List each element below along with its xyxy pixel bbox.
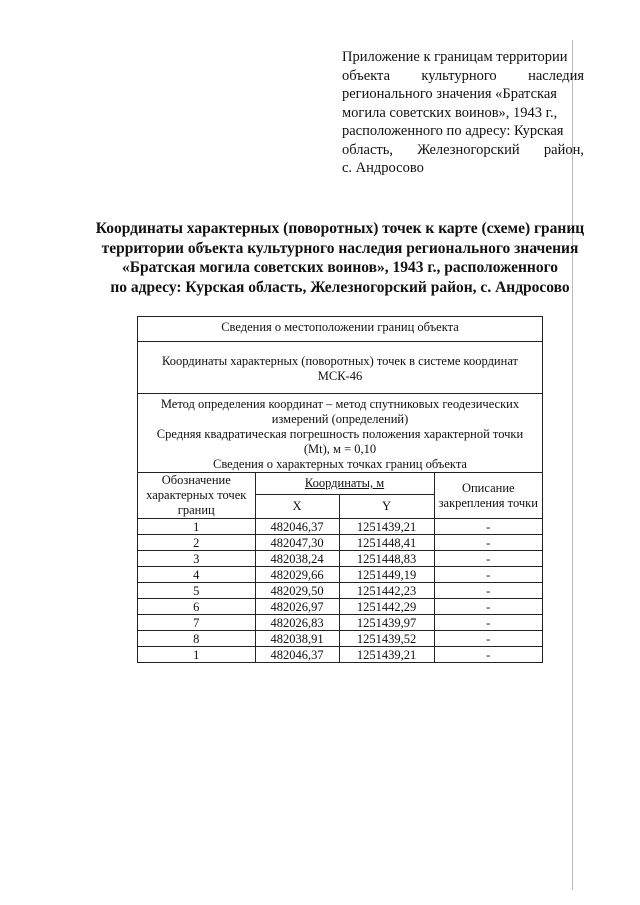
table-row: 1 482046,37 1251439,21 -: [138, 647, 542, 663]
table-row: 5 482029,50 1251442,23 -: [138, 583, 542, 599]
appendix-line: расположенного по адресу: Курская: [342, 123, 564, 139]
appendix-line: объекта культурного наследия: [342, 67, 584, 84]
header-x: X: [255, 495, 339, 519]
coordinates-table: [138, 472, 542, 662]
table-row: 1 482046,37 1251439,21 -: [138, 519, 542, 535]
title-line: «Братская могила советских воинов», 1943 г., расположенного: [121, 259, 559, 276]
method-text: Метод определения координат – метод спутниковых геодезических измерений (определений): [160, 397, 520, 426]
appendix-note: [342, 48, 584, 178]
title-line: территории объекта культурного наследия регионального значения: [101, 239, 579, 257]
appendix-line: могила советских воинов», 1943 г.,: [342, 104, 558, 121]
table-row: 6 482026,97 1251442,29 -: [138, 599, 542, 615]
coordinate-system-section: Координаты характерных (поворотных) точек в системе координат МСК-46: [138, 342, 542, 394]
appendix-line: с. Андросово: [342, 160, 424, 176]
table-row: 2 482047,30 1251448,41 -: [138, 535, 542, 551]
appendix-line: регионального значения «Братская: [342, 86, 557, 102]
header-y: Y: [339, 495, 434, 519]
header-description: Описание закрепления точки: [434, 473, 542, 519]
header-point-designation: Обозначение характерных точек границ: [138, 473, 255, 519]
document-title: [60, 219, 620, 297]
points-info-text: Сведения о характерных точках границ объекта: [213, 457, 467, 471]
coordinates-form: [137, 316, 543, 663]
location-section-header: Сведения о местоположении границ объекта: [138, 317, 542, 342]
table-row: 8 482038,91 1251439,52 -: [138, 631, 542, 647]
title-line: Координаты характерных (поворотных) точек к карте (схеме) границ: [95, 220, 585, 237]
appendix-line: Приложение к границам территории: [342, 49, 568, 65]
table-row: 3 482038,24 1251448,83 -: [138, 551, 542, 567]
accuracy-text: Средняя квадратическая погрешность положения характерной точки (Mt), м = 0,10: [156, 427, 524, 456]
header-coordinates: Координаты, м: [255, 473, 434, 495]
title-line: по адресу: Курская область, Железногорский район, с. Андросово: [110, 278, 570, 296]
method-section: [138, 394, 542, 472]
table-row: 4 482029,66 1251449,19 -: [138, 567, 542, 583]
table-row: 7 482026,83 1251439,97 -: [138, 615, 542, 631]
appendix-line: область, Железногорский район,: [342, 141, 584, 158]
